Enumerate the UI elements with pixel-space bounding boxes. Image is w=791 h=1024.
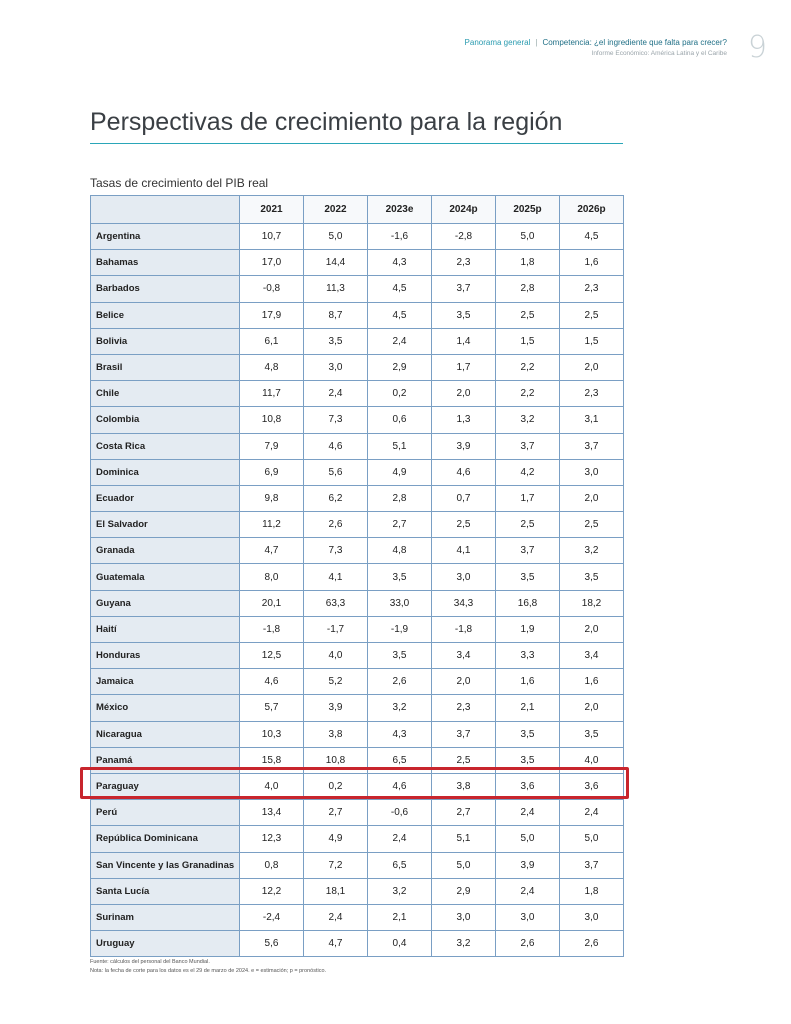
value-cell: 3,2 (432, 931, 496, 957)
value-cell: 3,0 (560, 459, 624, 485)
value-cell: 7,3 (304, 407, 368, 433)
value-cell: 3,7 (432, 276, 496, 302)
value-cell: 11,2 (240, 512, 304, 538)
country-cell: San Vincente y las Granadinas (91, 852, 240, 878)
table-row (91, 433, 624, 459)
value-cell: 2,5 (496, 512, 560, 538)
title-underline (90, 143, 623, 144)
table-row (91, 224, 624, 250)
country-cell: Uruguay (91, 931, 240, 957)
value-cell: 4,1 (432, 538, 496, 564)
country-cell: Costa Rica (91, 433, 240, 459)
value-cell: 6,5 (368, 852, 432, 878)
value-cell: 5,0 (560, 826, 624, 852)
value-cell: 34,3 (432, 590, 496, 616)
value-cell: 2,5 (432, 512, 496, 538)
value-cell: 14,4 (304, 250, 368, 276)
country-cell: Haití (91, 616, 240, 642)
table-row (91, 590, 624, 616)
value-cell: -0,8 (240, 276, 304, 302)
value-cell: 2,5 (496, 302, 560, 328)
value-cell: -2,8 (432, 224, 496, 250)
value-cell: 6,2 (304, 485, 368, 511)
value-cell: 4,5 (368, 302, 432, 328)
value-cell: 10,7 (240, 224, 304, 250)
table-row (91, 354, 624, 380)
value-cell: 2,5 (432, 747, 496, 773)
value-cell: 10,8 (304, 747, 368, 773)
table-row (91, 485, 624, 511)
value-cell: 3,5 (496, 721, 560, 747)
value-cell: 2,0 (432, 669, 496, 695)
country-cell: México (91, 695, 240, 721)
country-cell: Santa Lucía (91, 878, 240, 904)
column-header: 2025p (496, 196, 560, 224)
country-cell: Bolivia (91, 328, 240, 354)
value-cell: 4,7 (240, 538, 304, 564)
value-cell: 8,0 (240, 564, 304, 590)
country-cell: Belice (91, 302, 240, 328)
header-chapter: Competencia: ¿el ingrediente que falta para crecer? (542, 38, 727, 47)
value-cell: 1,6 (560, 669, 624, 695)
country-cell: Colombia (91, 407, 240, 433)
value-cell: 4,8 (368, 538, 432, 564)
country-cell: Honduras (91, 643, 240, 669)
header-report: Informe Económico: América Latina y el Caribe (591, 50, 727, 57)
value-cell: 4,9 (304, 826, 368, 852)
value-cell: 17,0 (240, 250, 304, 276)
value-cell: 7,9 (240, 433, 304, 459)
value-cell: 4,3 (368, 721, 432, 747)
value-cell: 18,1 (304, 878, 368, 904)
value-cell: 2,4 (560, 800, 624, 826)
value-cell: 5,1 (368, 433, 432, 459)
value-cell: 2,5 (560, 302, 624, 328)
value-cell: 3,5 (560, 564, 624, 590)
value-cell: 2,1 (496, 695, 560, 721)
value-cell: 4,3 (368, 250, 432, 276)
value-cell: 7,2 (304, 852, 368, 878)
value-cell: 3,7 (560, 433, 624, 459)
value-cell: 2,5 (560, 512, 624, 538)
table-row (91, 302, 624, 328)
value-cell: -1,8 (240, 616, 304, 642)
value-cell: 63,3 (304, 590, 368, 616)
value-cell: 2,3 (560, 381, 624, 407)
table-row (91, 276, 624, 302)
value-cell: 1,5 (496, 328, 560, 354)
page-header (465, 38, 727, 57)
value-cell: 2,4 (368, 328, 432, 354)
value-cell: 2,7 (432, 800, 496, 826)
value-cell: 13,4 (240, 800, 304, 826)
value-cell: 7,3 (304, 538, 368, 564)
value-cell: 4,8 (240, 354, 304, 380)
value-cell: 33,0 (368, 590, 432, 616)
value-cell: 0,8 (240, 852, 304, 878)
value-cell: 3,0 (432, 564, 496, 590)
page-title: Perspectivas de crecimiento para la región (90, 108, 563, 136)
country-cell: Panamá (91, 747, 240, 773)
table-row (91, 512, 624, 538)
value-cell: 5,0 (432, 852, 496, 878)
value-cell: 3,5 (560, 721, 624, 747)
column-header: 2026p (560, 196, 624, 224)
value-cell: 0,2 (368, 381, 432, 407)
value-cell: 4,9 (368, 459, 432, 485)
value-cell: 4,2 (496, 459, 560, 485)
value-cell: 4,0 (304, 643, 368, 669)
value-cell: 2,4 (304, 381, 368, 407)
value-cell: 5,1 (432, 826, 496, 852)
gdp-growth-table (90, 195, 624, 957)
table-row (91, 459, 624, 485)
country-cell: Argentina (91, 224, 240, 250)
value-cell: 0,2 (304, 773, 368, 799)
value-cell: 3,1 (560, 407, 624, 433)
table-row (91, 538, 624, 564)
value-cell: 3,3 (496, 643, 560, 669)
value-cell: 2,4 (496, 878, 560, 904)
value-cell: 2,0 (560, 695, 624, 721)
value-cell: 16,8 (496, 590, 560, 616)
value-cell: 20,1 (240, 590, 304, 616)
country-cell: Ecuador (91, 485, 240, 511)
value-cell: 2,3 (432, 695, 496, 721)
value-cell: 2,8 (496, 276, 560, 302)
value-cell: 3,6 (560, 773, 624, 799)
value-cell: 4,6 (432, 459, 496, 485)
country-cell: Jamaica (91, 669, 240, 695)
value-cell: 6,9 (240, 459, 304, 485)
table-row (91, 904, 624, 930)
value-cell: 2,1 (368, 904, 432, 930)
value-cell: 3,5 (432, 302, 496, 328)
header-breadcrumb (465, 38, 727, 47)
value-cell: 3,8 (432, 773, 496, 799)
table-row (91, 721, 624, 747)
value-cell: 0,7 (432, 485, 496, 511)
value-cell: 3,5 (496, 747, 560, 773)
country-cell: Chile (91, 381, 240, 407)
table-row (91, 800, 624, 826)
value-cell: 5,2 (304, 669, 368, 695)
value-cell: 1,3 (432, 407, 496, 433)
value-cell: 5,7 (240, 695, 304, 721)
value-cell: 2,9 (368, 354, 432, 380)
value-cell: 6,5 (368, 747, 432, 773)
country-cell: Granada (91, 538, 240, 564)
table-caption: Tasas de crecimiento del PIB real (90, 176, 269, 190)
highlight-box-paraguay (80, 767, 629, 799)
value-cell: 3,0 (496, 904, 560, 930)
value-cell: 11,3 (304, 276, 368, 302)
value-cell: 15,8 (240, 747, 304, 773)
value-cell: 2,4 (496, 800, 560, 826)
value-cell: 3,7 (560, 852, 624, 878)
table-row (91, 616, 624, 642)
table-header-row (91, 196, 624, 224)
value-cell: 2,2 (496, 381, 560, 407)
page-number: 9 (747, 30, 767, 65)
value-cell: 12,2 (240, 878, 304, 904)
column-header: 2024p (432, 196, 496, 224)
value-cell: -1,7 (304, 616, 368, 642)
value-cell: -0,6 (368, 800, 432, 826)
country-cell: El Salvador (91, 512, 240, 538)
value-cell: 2,7 (368, 512, 432, 538)
table-row (91, 328, 624, 354)
country-cell: Guyana (91, 590, 240, 616)
country-cell: República Dominicana (91, 826, 240, 852)
country-cell: Guatemala (91, 564, 240, 590)
value-cell: 3,2 (368, 695, 432, 721)
table-row (91, 250, 624, 276)
footnote-note: Nota: la fecha de corte para los datos es el 29 de marzo de 2024. e = estimación; p = pronóstico. (90, 968, 327, 974)
value-cell: 2,0 (560, 616, 624, 642)
column-header: 2022 (304, 196, 368, 224)
table-row (91, 669, 624, 695)
value-cell: 2,0 (432, 381, 496, 407)
value-cell: 3,4 (432, 643, 496, 669)
table-row (91, 381, 624, 407)
value-cell: 6,1 (240, 328, 304, 354)
value-cell: 0,6 (368, 407, 432, 433)
value-cell: 3,0 (432, 904, 496, 930)
value-cell: 3,7 (496, 433, 560, 459)
value-cell: 1,9 (496, 616, 560, 642)
country-cell: Paraguay (91, 773, 240, 799)
table-row (91, 643, 624, 669)
value-cell: 3,0 (304, 354, 368, 380)
value-cell: 8,7 (304, 302, 368, 328)
value-cell: 1,4 (432, 328, 496, 354)
value-cell: 4,6 (304, 433, 368, 459)
value-cell: 3,0 (560, 904, 624, 930)
value-cell: 5,6 (304, 459, 368, 485)
value-cell: 1,8 (560, 878, 624, 904)
value-cell: 5,0 (496, 224, 560, 250)
value-cell: -1,9 (368, 616, 432, 642)
country-cell: Dominica (91, 459, 240, 485)
value-cell: 11,7 (240, 381, 304, 407)
column-header: 2021 (240, 196, 304, 224)
value-cell: 3,2 (368, 878, 432, 904)
value-cell: 1,8 (496, 250, 560, 276)
value-cell: 3,9 (304, 695, 368, 721)
value-cell: 3,8 (304, 721, 368, 747)
footnote-source: Fuente: cálculos del personal del Banco Mundial. (90, 959, 210, 965)
country-cell: Perú (91, 800, 240, 826)
value-cell: 1,5 (560, 328, 624, 354)
value-cell: 3,6 (496, 773, 560, 799)
value-cell: 4,6 (368, 773, 432, 799)
value-cell: 3,9 (432, 433, 496, 459)
value-cell: -1,8 (432, 616, 496, 642)
value-cell: 3,5 (496, 564, 560, 590)
value-cell: 4,1 (304, 564, 368, 590)
header-corner-cell (91, 196, 240, 224)
value-cell: 17,9 (240, 302, 304, 328)
footnotes (90, 958, 326, 976)
table-row (91, 852, 624, 878)
value-cell: 4,6 (240, 669, 304, 695)
header-separator: | (535, 38, 538, 47)
value-cell: 1,7 (496, 485, 560, 511)
value-cell: 3,2 (496, 407, 560, 433)
value-cell: 5,6 (240, 931, 304, 957)
value-cell: 1,7 (432, 354, 496, 380)
value-cell: 3,5 (304, 328, 368, 354)
value-cell: 3,5 (368, 643, 432, 669)
value-cell: -2,4 (240, 904, 304, 930)
value-cell: -1,6 (368, 224, 432, 250)
value-cell: 2,4 (304, 904, 368, 930)
value-cell: 2,9 (432, 878, 496, 904)
value-cell: 4,0 (240, 773, 304, 799)
value-cell: 4,5 (560, 224, 624, 250)
value-cell: 4,7 (304, 931, 368, 957)
value-cell: 2,6 (560, 931, 624, 957)
value-cell: 2,6 (368, 669, 432, 695)
value-cell: 1,6 (560, 250, 624, 276)
value-cell: 2,6 (304, 512, 368, 538)
value-cell: 3,9 (496, 852, 560, 878)
value-cell: 2,4 (368, 826, 432, 852)
value-cell: 0,4 (368, 931, 432, 957)
value-cell: 2,3 (432, 250, 496, 276)
table-row (91, 878, 624, 904)
value-cell: 5,0 (304, 224, 368, 250)
value-cell: 10,8 (240, 407, 304, 433)
value-cell: 3,2 (560, 538, 624, 564)
table-row (91, 564, 624, 590)
value-cell: 12,3 (240, 826, 304, 852)
value-cell: 4,0 (560, 747, 624, 773)
country-cell: Barbados (91, 276, 240, 302)
value-cell: 3,5 (368, 564, 432, 590)
value-cell: 5,0 (496, 826, 560, 852)
table-row (91, 407, 624, 433)
value-cell: 3,7 (432, 721, 496, 747)
country-cell: Nicaragua (91, 721, 240, 747)
table-row (91, 695, 624, 721)
table-row (91, 931, 624, 957)
value-cell: 3,4 (560, 643, 624, 669)
value-cell: 2,0 (560, 354, 624, 380)
value-cell: 2,3 (560, 276, 624, 302)
value-cell: 10,3 (240, 721, 304, 747)
value-cell: 3,7 (496, 538, 560, 564)
table-row (91, 826, 624, 852)
value-cell: 2,2 (496, 354, 560, 380)
country-cell: Bahamas (91, 250, 240, 276)
country-cell: Brasil (91, 354, 240, 380)
value-cell: 2,7 (304, 800, 368, 826)
country-cell: Surinam (91, 904, 240, 930)
value-cell: 4,5 (368, 276, 432, 302)
value-cell: 2,6 (496, 931, 560, 957)
value-cell: 1,6 (496, 669, 560, 695)
column-header: 2023e (368, 196, 432, 224)
value-cell: 9,8 (240, 485, 304, 511)
value-cell: 12,5 (240, 643, 304, 669)
header-section: Panorama general (464, 38, 531, 47)
value-cell: 2,8 (368, 485, 432, 511)
value-cell: 18,2 (560, 590, 624, 616)
value-cell: 2,0 (560, 485, 624, 511)
